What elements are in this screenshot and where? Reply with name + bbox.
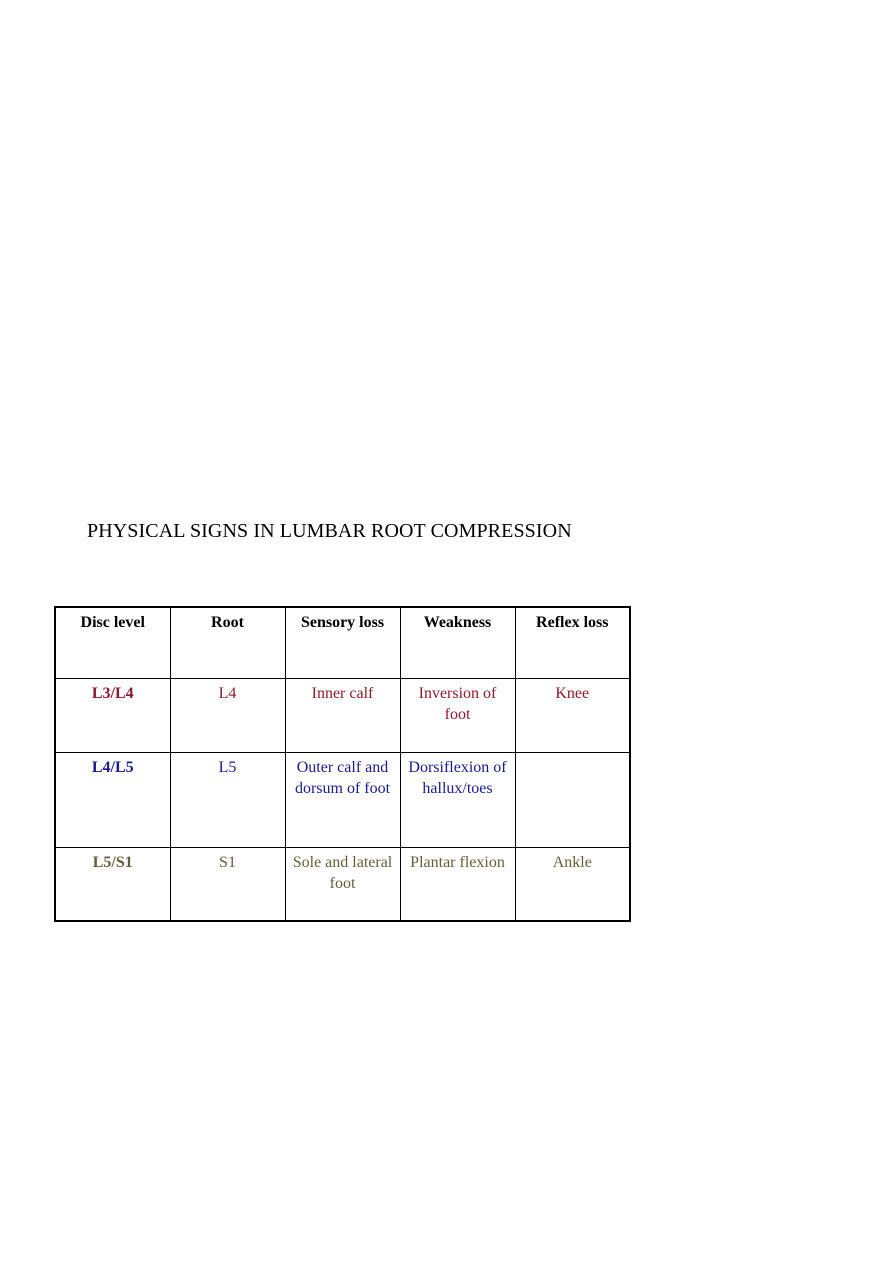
sensory-loss-cell: Outer calf and dorsum of foot bbox=[285, 753, 400, 848]
header-disc-level: Disc level bbox=[55, 607, 170, 679]
header-sensory-loss: Sensory loss bbox=[285, 607, 400, 679]
root-cell: S1 bbox=[170, 848, 285, 922]
weakness-cell: Dorsiflexion of hallux/toes bbox=[400, 753, 515, 848]
root-cell: L4 bbox=[170, 679, 285, 753]
root-cell: L5 bbox=[170, 753, 285, 848]
lumbar-root-table bbox=[54, 606, 631, 922]
sensory-loss-cell: Sole and lateral foot bbox=[285, 848, 400, 922]
header-weakness: Weakness bbox=[400, 607, 515, 679]
reflex-loss-cell: Knee bbox=[515, 679, 630, 753]
table-row bbox=[55, 679, 630, 753]
header-reflex-loss: Reflex loss bbox=[515, 607, 630, 679]
weakness-cell: Plantar flexion bbox=[400, 848, 515, 922]
weakness-cell: Inversion of foot bbox=[400, 679, 515, 753]
table-row bbox=[55, 848, 630, 922]
table-row bbox=[55, 753, 630, 848]
sensory-loss-cell: Inner calf bbox=[285, 679, 400, 753]
disc-level-cell: L5/S1 bbox=[55, 848, 170, 922]
reflex-loss-cell: Ankle bbox=[515, 848, 630, 922]
header-root: Root bbox=[170, 607, 285, 679]
disc-level-cell: L3/L4 bbox=[55, 679, 170, 753]
table-header-row bbox=[55, 607, 630, 679]
disc-level-cell: L4/L5 bbox=[55, 753, 170, 848]
reflex-loss-cell bbox=[515, 753, 630, 848]
page-title: PHYSICAL SIGNS IN LUMBAR ROOT COMPRESSION bbox=[87, 520, 572, 542]
